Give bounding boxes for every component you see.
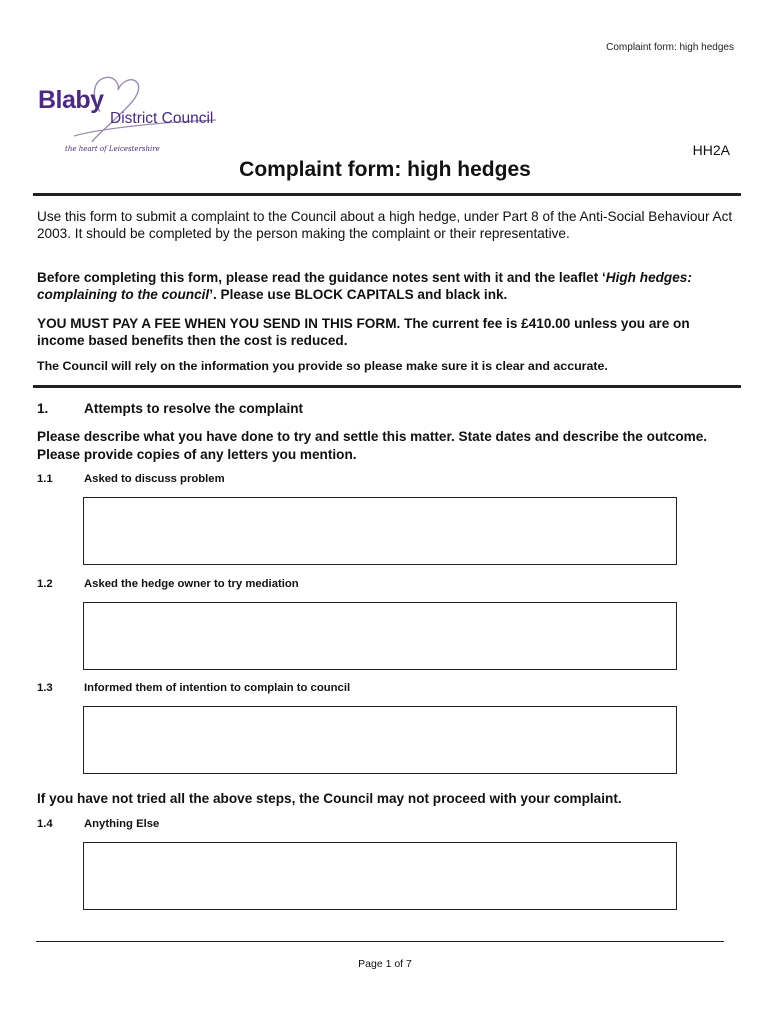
item-label: Anything Else <box>84 818 160 830</box>
item-label: Informed them of intention to complain to council <box>84 682 351 694</box>
guidance-after: ’. Please use BLOCK CAPITALS and black ink. <box>209 286 508 302</box>
logo-tagline: the heart of Leicestershire <box>65 145 160 153</box>
title-divider <box>33 193 741 196</box>
item-number: 1.2 <box>37 578 53 590</box>
footer-divider <box>36 941 724 942</box>
accuracy-notice: The Council will rely on the information you provide so please make sure it is clear and accurate. <box>37 359 608 373</box>
item-number: 1.4 <box>37 818 53 830</box>
guidance-paragraph <box>37 270 737 303</box>
answer-box-mediation[interactable] <box>83 602 677 670</box>
answer-box-intention-to-complain[interactable] <box>83 706 677 774</box>
leaflet-title: High hedges: complaining to the council <box>37 270 692 302</box>
section-divider <box>33 385 741 388</box>
intro-paragraph: Use this form to submit a complaint to the Council about a high hedge, under Part 8 of the Anti-Social Behaviour Act 2003. It should be completed by the person making the complaint or their representative. <box>37 209 733 241</box>
section-title: Attempts to resolve the complaint <box>84 401 304 416</box>
council-logo <box>34 70 234 160</box>
running-header: Complaint form: high hedges <box>606 42 734 53</box>
item-number: 1.3 <box>37 682 53 694</box>
page-number: Page 1 of 7 <box>358 958 412 970</box>
steps-warning: If you have not tried all the above steps, the Council may not proceed with your complaint. <box>37 791 622 806</box>
form-code: HH2A <box>692 142 730 158</box>
section-instruction: Please describe what you have done to try and settle this matter. State dates and describe the outcome. Please provide copies of any letters you mention. <box>37 429 708 462</box>
item-number: 1.1 <box>37 473 53 485</box>
logo-council-name: District Council <box>110 110 214 127</box>
item-label: Asked the hedge owner to try mediation <box>84 578 299 590</box>
logo-wordmark: Blaby <box>38 86 104 114</box>
answer-box-anything-else[interactable] <box>83 842 677 910</box>
answer-box-discuss-problem[interactable] <box>83 497 677 565</box>
guidance-before: Before completing this form, please read the guidance notes sent with it and the leaflet ‘ <box>37 270 606 285</box>
page-title: Complaint form: high hedges <box>239 158 531 181</box>
fee-notice: YOU MUST PAY A FEE WHEN YOU SEND IN THIS FORM. The current fee is £410.00 unless you are on income based benefits then the cost is reduced. <box>37 316 690 348</box>
section-number: 1. <box>37 401 49 416</box>
item-label: Asked to discuss problem <box>84 473 225 485</box>
